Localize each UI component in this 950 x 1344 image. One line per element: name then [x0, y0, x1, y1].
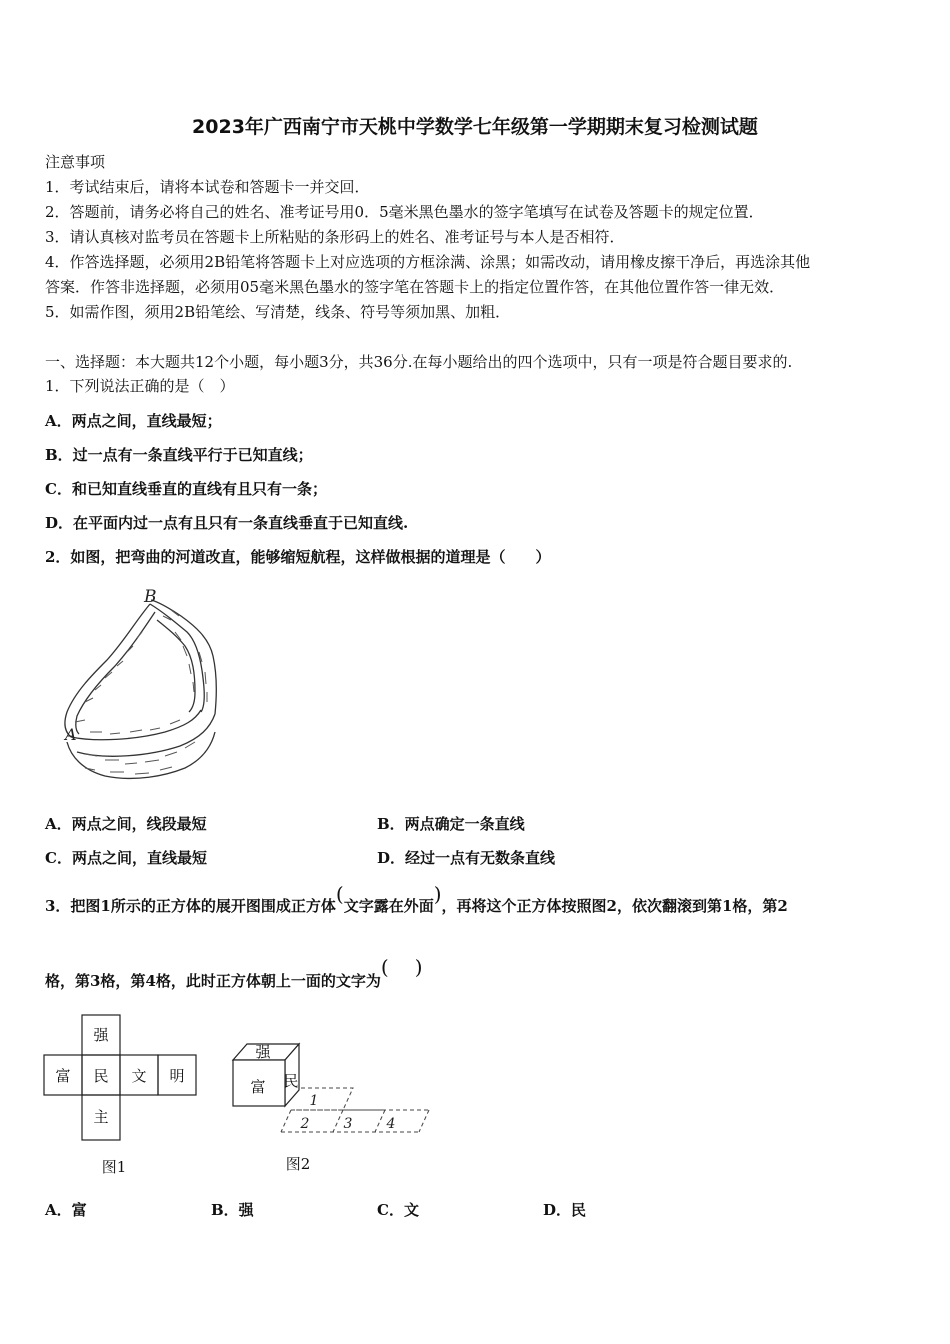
cell-4: 4	[386, 1116, 396, 1132]
cube-net-figure	[40, 1010, 204, 1178]
cube-roll-figure	[225, 1040, 440, 1174]
q3-stem-line2-text: 格，第3格，第4格，此时正方体朝上一面的文字为	[45, 972, 381, 990]
notice-item: 答案．作答非选择题，必须用05毫米黑色墨水的签字笔在答题卡上的指定位置作答，在其他位置作答一律无效．	[45, 278, 785, 296]
q3-stem	[45, 882, 788, 916]
q1-option-d: D．在平面内过一点有且只有一条直线垂直于已知直线.	[45, 514, 409, 532]
q1-option-c: C．和已知直线垂直的直线有且只有一条；	[45, 480, 327, 498]
net-face-right2: 明	[169, 1067, 185, 1085]
cell-2: 2	[300, 1116, 310, 1132]
point-a-label: A	[65, 725, 77, 744]
q3-option-a: A．富	[45, 1201, 87, 1219]
q3-stem-part1: 3．把图1所示的正方体的展开图围成正方体	[45, 897, 336, 915]
q3-option-c: C．文	[377, 1201, 419, 1219]
q3-option-d: D．民	[543, 1201, 587, 1219]
q2-option-b: B．两点确定一条直线	[377, 815, 525, 833]
page-title: 2023年广西南宁市天桃中学数学七年级第一学期期末复习检测试题	[192, 116, 758, 138]
section-heading: 一、选择题：本大题共12个小题，每小题3分，共36分.在每小题给出的四个选项中，只有一项是符合题目要求的.	[45, 353, 793, 371]
q3-stem-line2	[45, 955, 423, 991]
q2-option-d: D．经过一点有无数条直线	[377, 849, 556, 867]
q3-answer-paren-open: (	[380, 955, 389, 979]
cube-face-side: 民	[283, 1072, 299, 1090]
notice-heading: 注意事项	[45, 153, 106, 171]
q3-paren-close: )	[433, 882, 442, 906]
cube-face-front: 富	[250, 1078, 266, 1096]
q1-option-a: A．两点之间，直线最短；	[45, 412, 222, 430]
q2-option-a: A．两点之间，线段最短	[45, 815, 207, 833]
net-face-center: 民	[93, 1067, 109, 1085]
notice-item: 2．答题前，请务必将自己的姓名、准考证号用0．5毫米黑色墨水的签字笔填写在试卷及答题卡的规定位置．	[45, 203, 764, 221]
notice-item: 4．作答选择题，必须用2B铅笔将答题卡上对应选项的方框涂满、涂黑；如需改动，请用橡皮擦干净后，再选涂其他	[45, 253, 811, 271]
cell-1: 1	[309, 1093, 319, 1109]
net-face-top: 强	[93, 1026, 109, 1044]
q1-option-b: B．过一点有一条直线平行于已知直线；	[45, 446, 313, 464]
q3-option-b: B．强	[211, 1201, 254, 1219]
notice-item: 3．请认真核对监考员在答题卡上所粘贴的条形码上的姓名、准考证号与本人是否相符．	[45, 228, 625, 246]
q3-answer-paren-close: )	[414, 955, 423, 979]
cell-3: 3	[343, 1116, 353, 1132]
q3-paren-open: (	[335, 882, 344, 906]
q2-option-c: C．两点之间，直线最短	[45, 849, 207, 867]
notice-item: 5．如需作图，须用2B铅笔绘、写清楚，线条、符号等须加黑、加粗．	[45, 303, 511, 321]
river-figure	[55, 582, 225, 788]
notice-item: 1．考试结束后，请将本试卷和答题卡一并交回．	[45, 178, 370, 196]
q2-stem: 2．如图，把弯曲的河道改直，能够缩短航程，这样做根据的道理是（ ）	[45, 548, 551, 566]
net-face-bottom: 主	[93, 1108, 109, 1126]
cube-face-top: 强	[255, 1043, 271, 1061]
fig2-caption: 图2	[285, 1155, 311, 1173]
fig1-caption: 图1	[101, 1158, 127, 1176]
q1-stem: 1．下列说法正确的是（ ）	[45, 377, 235, 395]
net-face-left: 富	[55, 1067, 71, 1085]
q3-stem-part2: ，再将这个正方体按照图2，依次翻滚到第1格，第2	[441, 897, 788, 915]
point-b-label: B	[144, 587, 157, 607]
net-face-right1: 文	[131, 1067, 147, 1085]
q3-stem-mid: 文字露在外面	[343, 897, 434, 915]
